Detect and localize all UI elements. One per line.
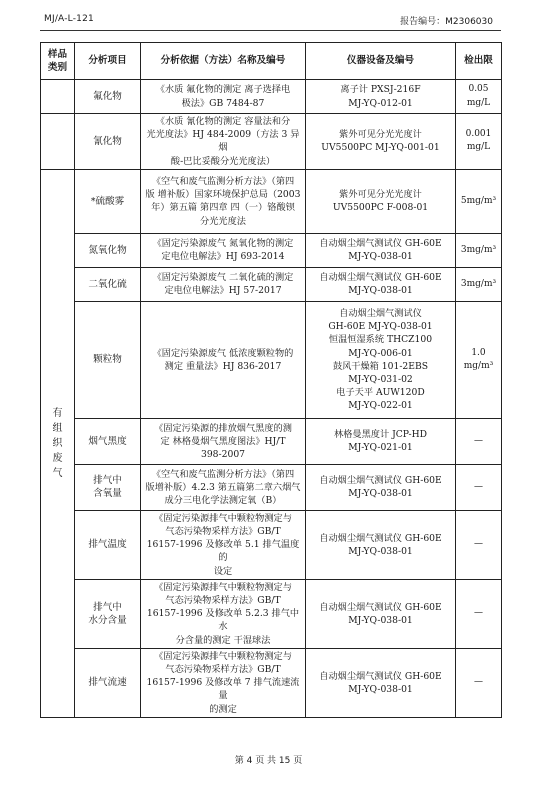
instrument-text: 紫外可见分光光度计 UV5500PC F-008-01 [306,169,456,233]
analysis-item: 氰化物 [75,114,141,170]
header-rule [40,30,501,31]
method-text: 《空气和废气监测分析方法》（第四 版增补版）4.2.3 第五篇第二章六烟气 成分三电化学法测定氧（B） [141,464,306,510]
method-text: 《固定污染源废气 低浓度颗粒物的 测定 重量法》HJ 836-2017 [141,301,306,418]
sample-category: 有 组 织 废 气 [41,169,75,717]
instrument-text: 林格曼黑度计 JCP-HD MJ-YQ-021-01 [306,418,456,464]
table-row [41,579,502,648]
detection-limit: 5mg/m³ [456,169,502,233]
method-text: 《固定污染源的排放烟气黑度的测 定 林格曼烟气黑度图法》HJ/T 398-2007 [141,418,306,464]
table-row [41,464,502,510]
table-row [41,418,502,464]
detection-limit: 0.001 mg/L [456,114,502,170]
col-header-detection-limit: 检出限 [456,43,502,80]
method-text: 《空气和废气监测分析方法》（第四 版 增补版）国家环境保护总局（2003 年）第五篇 第四章 四（一）铬酸钡 分光光度法 [141,169,306,233]
table-row [41,233,502,267]
analysis-item: 氟化物 [75,80,141,114]
col-header-sample-category: 样品 类别 [41,43,75,80]
instrument-text: 自动烟尘烟气测试仪 GH-60E MJ-YQ-038-01 [306,464,456,510]
method-text: 《水质 氰化物的测定 容量法和分 光光度法》HJ 484-2009（方法 3 异烟 酸-巴比妥酸分光光度法） [141,114,306,170]
detection-limit: 3mg/m³ [456,233,502,267]
table-row [41,267,502,301]
category-cell-blank [41,80,75,114]
method-text: 《固定污染源废气 氮氧化物的测定 定电位电解法》HJ 693-2014 [141,233,306,267]
method-text: 《水质 氟化物的测定 离子选择电 极法》GB 7484-87 [141,80,306,114]
analysis-item: 排气中 含氧量 [75,464,141,510]
analysis-item: 排气流速 [75,648,141,717]
detection-limit: 0.05 mg/L [456,80,502,114]
instrument-text: 自动烟尘烟气测试仪 GH-60E MJ-YQ-038-01 [306,267,456,301]
table-row [41,169,502,233]
table-header-row [41,43,502,80]
table-row [41,510,502,579]
method-text: 《固定污染源排气中颗粒物测定与 气态污染物采样方法》GB/T 16157-1996 及修改单 5.2.3 排气中水 分含量的测定 干湿球法 [141,579,306,648]
analysis-item: 烟气黑度 [75,418,141,464]
analysis-item: 排气温度 [75,510,141,579]
detection-limit: 3mg/m³ [456,267,502,301]
document-code: MJ/A-L-121 [44,14,94,24]
analysis-item: 颗粒物 [75,301,141,418]
detection-limit: — [456,464,502,510]
table-row [41,114,502,170]
instrument-text: 自动烟尘烟气测试仪 GH-60E MJ-YQ-038-01 [306,579,456,648]
method-text: 《固定污染源废气 二氧化硫的测定 定电位电解法》HJ 57-2017 [141,267,306,301]
detection-limit: — [456,510,502,579]
method-text: 《固定污染源排气中颗粒物测定与 气态污染物采样方法》GB/T 16157-1996 及修改单 7 排气流速流量 的测定 [141,648,306,717]
analysis-item: 排气中 水分含量 [75,579,141,648]
instrument-text: 紫外可见分光光度计 UV5500PC MJ-YQ-001-01 [306,114,456,170]
method-text: 《固定污染源排气中颗粒物测定与 气态污染物采样方法》GB/T 16157-1996 及修改单 5.1 排气温度的 设定 [141,510,306,579]
detection-limit: — [456,579,502,648]
analysis-item: *硫酸雾 [75,169,141,233]
col-header-instrument: 仪器设备及编号 [306,43,456,80]
instrument-text: 自动烟尘烟气测试仪 GH-60E MJ-YQ-038-01 [306,648,456,717]
detection-limit: — [456,648,502,717]
analysis-method-table [40,42,502,718]
col-header-method: 分析依据（方法）名称及编号 [141,43,306,80]
detection-limit: — [456,418,502,464]
report-number: 报告编号：M2306030 [400,17,493,27]
table-row [41,301,502,418]
table-row [41,80,502,114]
table-row [41,648,502,717]
analysis-item: 氮氧化物 [75,233,141,267]
instrument-text: 离子计 PXSJ-216F MJ-YQ-012-01 [306,80,456,114]
instrument-text: 自动烟尘烟气测试仪 GH-60E MJ-YQ-038-01 恒温恒湿系统 THCZ100 MJ-YQ-006-01 鼓风干燥箱 101-2EBS MJ-YQ-031-02 电子天平 AUW120D MJ-YQ-022-01 [306,301,456,418]
category-cell-blank [41,114,75,170]
page-number: 第 4 页 共 15 页 [234,756,303,766]
col-header-analysis-item: 分析项目 [75,43,141,80]
detection-limit: 1.0 mg/m³ [456,301,502,418]
instrument-text: 自动烟尘烟气测试仪 GH-60E MJ-YQ-038-01 [306,510,456,579]
analysis-item: 二氧化硫 [75,267,141,301]
instrument-text: 自动烟尘烟气测试仪 GH-60E MJ-YQ-038-01 [306,233,456,267]
